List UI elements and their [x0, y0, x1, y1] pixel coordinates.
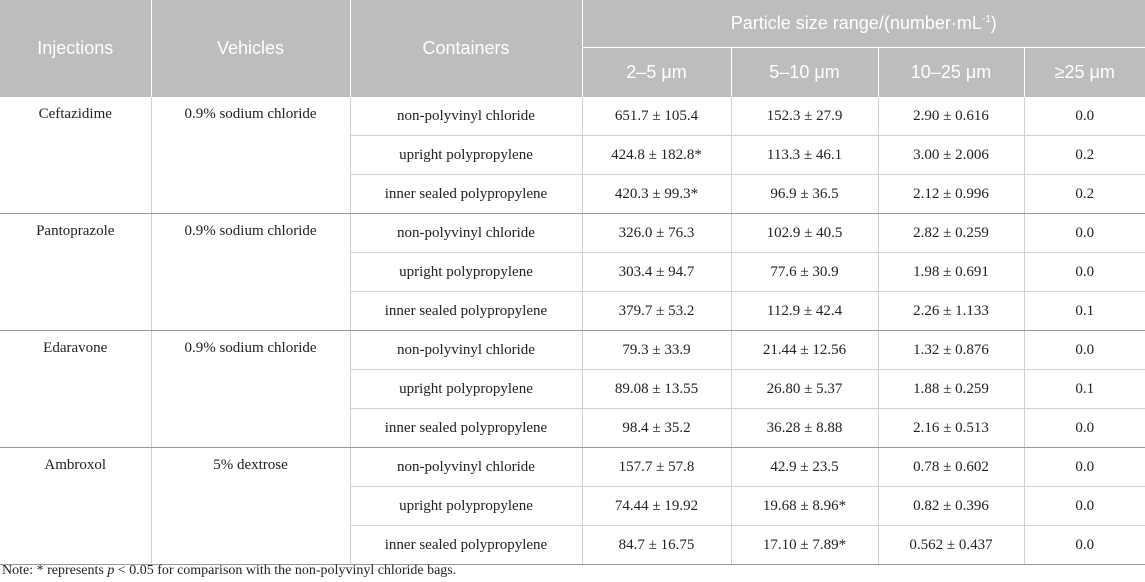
header-containers: Containers — [350, 0, 582, 97]
value-5-10-cell: 113.3 ± 46.1 — [731, 136, 878, 175]
value-25-plus-cell: 0.1 — [1024, 370, 1145, 409]
table-header — [0, 0, 1145, 97]
value-25-plus-cell: 0.0 — [1024, 409, 1145, 448]
value-2-5-cell: 326.0 ± 76.3 — [582, 214, 731, 253]
container-cell: non-polyvinyl chloride — [350, 331, 582, 370]
value-10-25-cell: 2.26 ± 1.133 — [878, 292, 1024, 331]
value-10-25-cell: 1.98 ± 0.691 — [878, 253, 1024, 292]
container-cell: inner sealed polypropylene — [350, 409, 582, 448]
value-5-10-cell: 77.6 ± 30.9 — [731, 253, 878, 292]
value-10-25-cell: 2.82 ± 0.259 — [878, 214, 1024, 253]
value-2-5-cell: 651.7 ± 105.4 — [582, 97, 731, 136]
container-cell: upright polypropylene — [350, 253, 582, 292]
container-cell: non-polyvinyl chloride — [350, 97, 582, 136]
container-cell: non-polyvinyl chloride — [350, 448, 582, 487]
value-2-5-cell: 424.8 ± 182.8* — [582, 136, 731, 175]
vehicle-cell: 0.9% sodium chloride — [151, 331, 350, 448]
table-row — [0, 97, 1145, 136]
header-size-2-5: 2–5 μm — [582, 48, 731, 98]
value-5-10-cell: 152.3 ± 27.9 — [731, 97, 878, 136]
value-10-25-cell: 3.00 ± 2.006 — [878, 136, 1024, 175]
table-row — [0, 331, 1145, 370]
value-2-5-cell: 157.7 ± 57.8 — [582, 448, 731, 487]
value-2-5-cell: 89.08 ± 13.55 — [582, 370, 731, 409]
footnote-prefix: Note: * represents — [2, 563, 108, 578]
table-body — [0, 97, 1145, 565]
value-25-plus-cell: 0.1 — [1024, 292, 1145, 331]
header-particle-size-range-close: ) — [990, 13, 997, 33]
value-5-10-cell: 26.80 ± 5.37 — [731, 370, 878, 409]
value-10-25-cell: 1.88 ± 0.259 — [878, 370, 1024, 409]
container-cell: inner sealed polypropylene — [350, 526, 582, 565]
value-25-plus-cell: 0.0 — [1024, 253, 1145, 292]
container-cell: upright polypropylene — [350, 136, 582, 175]
value-10-25-cell: 1.32 ± 0.876 — [878, 331, 1024, 370]
table-footnote — [2, 563, 456, 579]
table-row — [0, 448, 1145, 487]
value-5-10-cell: 21.44 ± 12.56 — [731, 331, 878, 370]
value-2-5-cell: 420.3 ± 99.3* — [582, 175, 731, 214]
vehicle-cell: 0.9% sodium chloride — [151, 97, 350, 214]
table-row — [0, 214, 1145, 253]
container-cell: inner sealed polypropylene — [350, 292, 582, 331]
value-25-plus-cell: 0.0 — [1024, 487, 1145, 526]
header-size-5-10: 5–10 μm — [731, 48, 878, 98]
header-particle-size-range-sup: -1 — [981, 14, 991, 25]
footnote-suffix: < 0.05 for comparison with the non-polyvinyl chloride bags. — [114, 563, 457, 578]
value-5-10-cell: 36.28 ± 8.88 — [731, 409, 878, 448]
injection-cell: Pantoprazole — [0, 214, 151, 331]
header-injections: Injections — [0, 0, 151, 97]
value-2-5-cell: 303.4 ± 94.7 — [582, 253, 731, 292]
value-25-plus-cell: 0.0 — [1024, 526, 1145, 565]
container-cell: non-polyvinyl chloride — [350, 214, 582, 253]
value-10-25-cell: 0.82 ± 0.396 — [878, 487, 1024, 526]
vehicle-cell: 0.9% sodium chloride — [151, 214, 350, 331]
value-2-5-cell: 84.7 ± 16.75 — [582, 526, 731, 565]
value-2-5-cell: 79.3 ± 33.9 — [582, 331, 731, 370]
value-25-plus-cell: 0.0 — [1024, 97, 1145, 136]
value-10-25-cell: 0.78 ± 0.602 — [878, 448, 1024, 487]
header-vehicles: Vehicles — [151, 0, 350, 97]
value-25-plus-cell: 0.2 — [1024, 136, 1145, 175]
header-size-10-25: 10–25 μm — [878, 48, 1024, 98]
value-10-25-cell: 2.16 ± 0.513 — [878, 409, 1024, 448]
value-5-10-cell: 17.10 ± 7.89* — [731, 526, 878, 565]
value-25-plus-cell: 0.2 — [1024, 175, 1145, 214]
vehicle-cell: 5% dextrose — [151, 448, 350, 565]
value-25-plus-cell: 0.0 — [1024, 331, 1145, 370]
value-2-5-cell: 98.4 ± 35.2 — [582, 409, 731, 448]
value-25-plus-cell: 0.0 — [1024, 214, 1145, 253]
value-25-plus-cell: 0.0 — [1024, 448, 1145, 487]
container-cell: inner sealed polypropylene — [350, 175, 582, 214]
value-10-25-cell: 0.562 ± 0.437 — [878, 526, 1024, 565]
footnote-p-symbol: p — [107, 563, 115, 578]
injection-cell: Edaravone — [0, 331, 151, 448]
injection-cell: Ceftazidime — [0, 97, 151, 214]
value-5-10-cell: 42.9 ± 23.5 — [731, 448, 878, 487]
value-5-10-cell: 19.68 ± 8.96* — [731, 487, 878, 526]
value-10-25-cell: 2.12 ± 0.996 — [878, 175, 1024, 214]
value-5-10-cell: 102.9 ± 40.5 — [731, 214, 878, 253]
injection-cell: Ambroxol — [0, 448, 151, 565]
value-5-10-cell: 112.9 ± 42.4 — [731, 292, 878, 331]
container-cell: upright polypropylene — [350, 370, 582, 409]
header-particle-size-range-text: Particle size range/(number·mL — [730, 13, 982, 33]
value-10-25-cell: 2.90 ± 0.616 — [878, 97, 1024, 136]
value-2-5-cell: 74.44 ± 19.92 — [582, 487, 731, 526]
header-particle-size-range — [582, 0, 1145, 48]
value-2-5-cell: 379.7 ± 53.2 — [582, 292, 731, 331]
value-5-10-cell: 96.9 ± 36.5 — [731, 175, 878, 214]
header-size-25-plus: ≥25 μm — [1024, 48, 1145, 98]
container-cell: upright polypropylene — [350, 487, 582, 526]
